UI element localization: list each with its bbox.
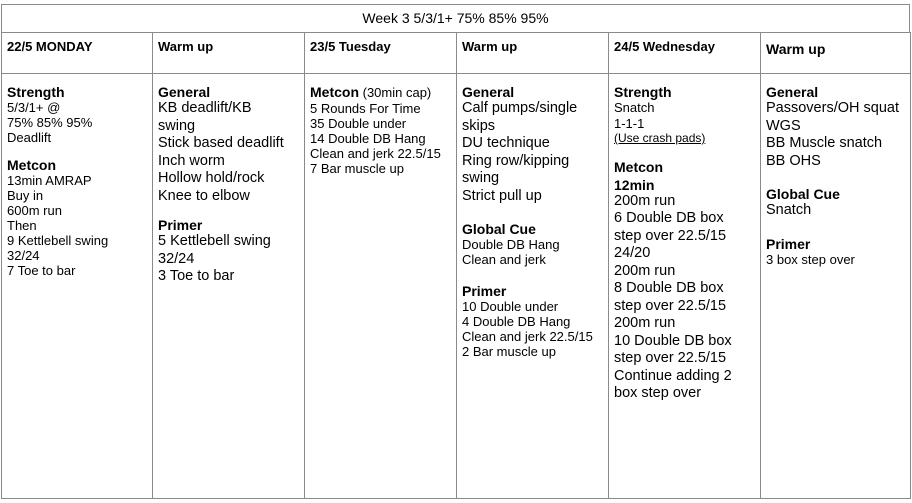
line-item: 1-1-1 — [614, 115, 645, 131]
line-item: BB Muscle snatch — [766, 135, 883, 151]
line-item: Knee to elbow — [158, 187, 250, 204]
section-lines — [766, 100, 905, 170]
section — [7, 157, 147, 278]
line-item: 7 Bar muscle up — [310, 161, 404, 176]
section — [310, 84, 451, 176]
section-title — [158, 84, 299, 100]
section-lines — [310, 101, 451, 176]
section — [614, 177, 755, 403]
section-title-text: Global Cue — [766, 186, 840, 202]
section-lines — [158, 100, 299, 205]
section — [158, 217, 299, 286]
line-item: 8 Double DB box — [614, 280, 724, 296]
line-item: 600m run — [7, 203, 62, 218]
line-item: 5 Rounds For Time — [310, 101, 421, 116]
line-item: 32/24 — [158, 250, 195, 267]
warmup-1-cell — [153, 74, 305, 499]
line-item: Ring row/kipping — [462, 152, 570, 169]
line-item: step over 22.5/15 — [614, 227, 727, 244]
line-item: 10 Double DB box — [614, 332, 732, 349]
tuesday-cell — [305, 74, 457, 499]
section-title-text: Strength — [7, 84, 65, 100]
section-title — [766, 186, 905, 202]
section-title-text: Primer — [766, 235, 811, 252]
line-item: box step over — [614, 385, 702, 401]
section-title-text: Global Cue — [462, 221, 536, 237]
section — [614, 84, 755, 147]
line-item: Clean and jerk — [462, 252, 546, 267]
section-lines — [766, 202, 905, 220]
header-wednesday: 24/5 Wednesday — [609, 32, 761, 74]
line-item: 5 Kettlebell swing — [158, 233, 271, 249]
section-lines — [766, 252, 905, 267]
section-title — [766, 84, 905, 100]
header-warmup-2: Warm up — [457, 32, 609, 74]
section-title — [462, 221, 603, 237]
section-title-text: General — [462, 84, 515, 100]
line-item: 3 Toe to bar — [158, 268, 235, 284]
line-item: Continue adding 2 — [614, 367, 732, 384]
line-item: Snatch — [614, 100, 655, 115]
section — [158, 84, 299, 205]
schedule-table — [1, 32, 910, 499]
section-title — [614, 84, 755, 100]
section — [766, 186, 905, 220]
section-title — [462, 283, 603, 299]
section-title — [766, 236, 905, 252]
line-item: 9 Kettlebell swing — [7, 233, 109, 248]
section-title-text: Primer — [462, 283, 507, 299]
section-title — [462, 84, 603, 100]
line-item: Passovers/OH squat — [766, 100, 899, 116]
line-item: skips — [462, 117, 496, 134]
warmup-3-cell — [761, 74, 911, 499]
line-item: 200m run — [614, 192, 676, 209]
line-item: Calf pumps/single — [462, 100, 578, 116]
monday-cell — [2, 74, 153, 499]
line-item: KB deadlift/KB — [158, 100, 252, 116]
line-item: Buy in — [7, 188, 44, 203]
section-title-text: Metcon — [614, 158, 663, 175]
line-item: 6 Double DB box — [614, 210, 724, 226]
line-item: 2 Bar muscle up — [462, 344, 556, 359]
line-item: 200m run — [614, 315, 676, 331]
wednesday-cell — [609, 74, 761, 499]
line-item: 75% 85% 95% — [7, 115, 93, 130]
section-title — [7, 157, 147, 173]
section-title-text: Strength — [614, 84, 672, 100]
line-item: step over 22.5/15 — [614, 350, 727, 366]
line-item: 4 Double DB Hang — [462, 314, 571, 329]
line-item: Inch worm — [158, 152, 225, 169]
section-title-text: Metcon — [310, 84, 359, 100]
line-item: Snatch — [766, 202, 812, 218]
section-lines — [7, 100, 147, 145]
line-item: 13min AMRAP — [7, 173, 92, 188]
line-item: step over 22.5/15 — [614, 297, 727, 314]
section — [462, 221, 603, 267]
line-item: swing — [462, 170, 500, 186]
line-item: Double DB Hang — [462, 237, 560, 252]
line-item: 35 Double under — [310, 116, 407, 131]
crash-pads-note: (Use crash pads) — [614, 131, 706, 145]
section-lines — [7, 173, 147, 278]
section-title — [158, 217, 299, 233]
section-lines — [614, 193, 755, 403]
section-lines — [462, 100, 603, 205]
line-item: 3 box step over — [766, 251, 855, 267]
line-item: Hollow hold/rock — [158, 170, 265, 186]
section — [614, 159, 755, 175]
line-item: WGS — [766, 117, 801, 134]
line-item: 200m run — [614, 262, 676, 279]
header-warmup-1: Warm up — [153, 32, 305, 74]
line-item: BB OHS — [766, 152, 821, 169]
section-title — [7, 84, 147, 100]
warmup-2-cell — [457, 74, 609, 499]
sheet-title: Week 3 5/3/1+ 75% 85% 95% — [1, 4, 910, 33]
section-title-note: (30min cap) — [359, 85, 432, 100]
section-title-text: 12min — [614, 176, 655, 193]
line-item: Clean and jerk 22.5/15 — [310, 146, 441, 161]
line-item: 5/3/1+ @ — [7, 100, 61, 115]
header-monday: 22/5 MONDAY — [2, 32, 153, 74]
line-item: 24/20 — [614, 245, 651, 261]
header-warmup-3: Warm up — [761, 32, 911, 74]
section — [462, 84, 603, 205]
line-item: 10 Double under — [462, 299, 559, 314]
header-tuesday: 23/5 Tuesday — [305, 32, 457, 74]
line-item: Deadlift — [7, 130, 52, 145]
line-item: Clean and jerk 22.5/15 — [462, 329, 593, 344]
line-item: DU technique — [462, 135, 550, 151]
line-item: 14 Double DB Hang — [310, 131, 426, 146]
section-title — [310, 84, 451, 101]
section-title-text: General — [766, 84, 819, 100]
section — [766, 236, 905, 267]
section-lines — [158, 233, 299, 286]
section-title-text: Primer — [158, 217, 203, 233]
line-item: 32/24 — [7, 248, 40, 263]
section-title — [614, 177, 755, 193]
section-title-text: Metcon — [7, 157, 56, 173]
section-lines — [462, 299, 603, 359]
section-title — [614, 159, 755, 175]
line-item: Stick based deadlift — [158, 135, 284, 151]
section-lines — [614, 100, 755, 147]
section-title-text: General — [158, 84, 211, 100]
line-item: 7 Toe to bar — [7, 263, 76, 278]
line-item: swing — [158, 117, 196, 134]
line-item: Then — [7, 218, 37, 233]
section — [462, 283, 603, 359]
section — [766, 84, 905, 170]
section — [7, 84, 147, 145]
line-item: Strict pull up — [462, 187, 542, 204]
section-lines — [462, 237, 603, 267]
